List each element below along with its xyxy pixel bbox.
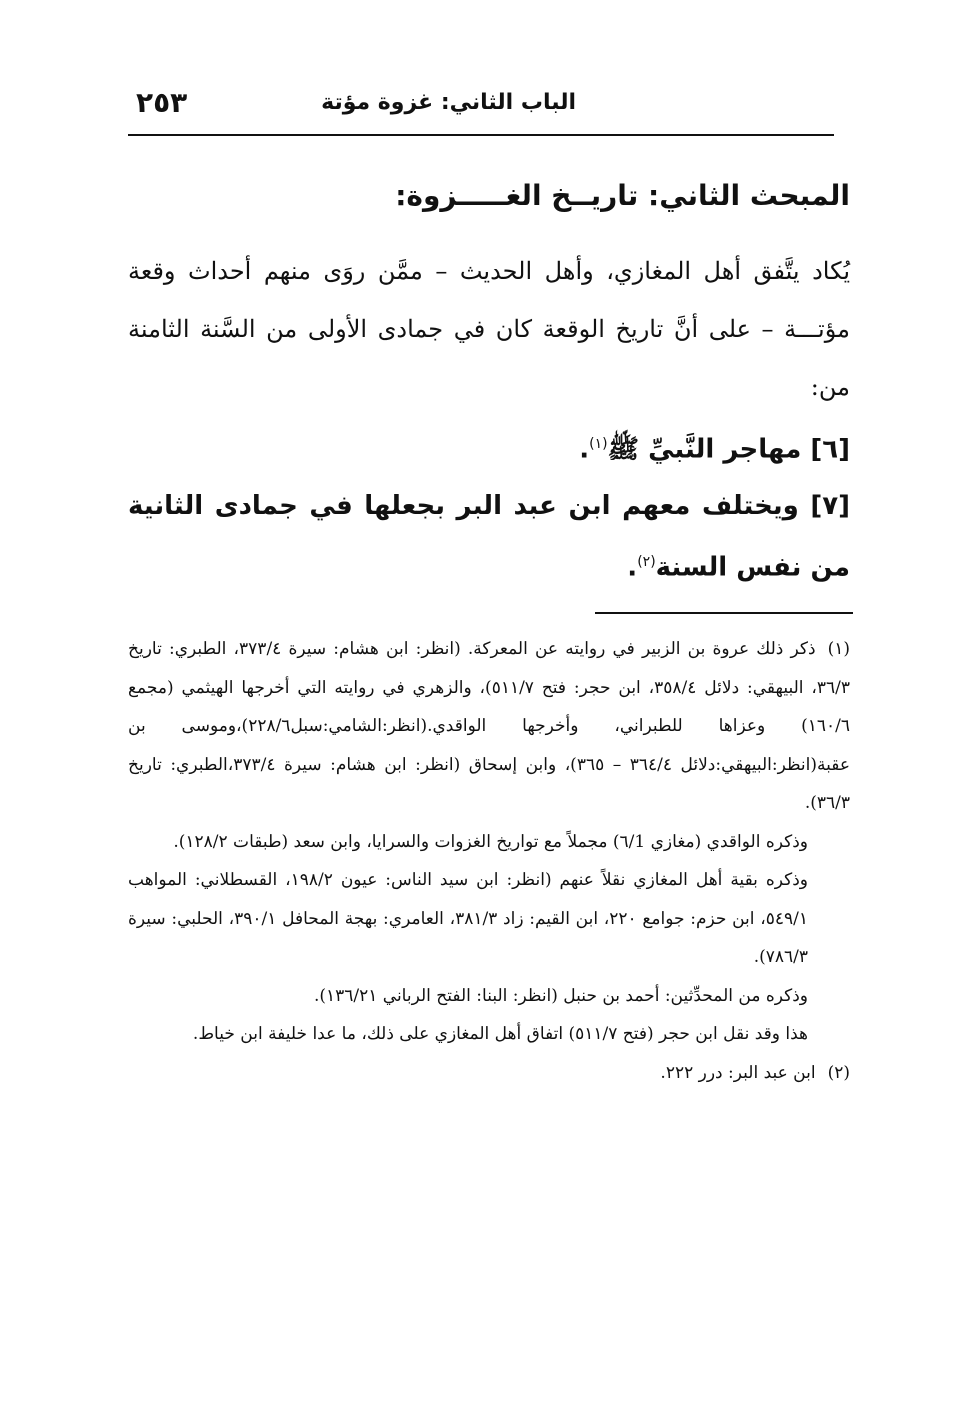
page-number: ٢٥٣	[136, 86, 188, 119]
footnote-text: ذكر ذلك عروة بن الزبير في روايته عن المعركة. (انظر: ابن هشام: سيرة ٣٧٣/٤، الطبري: تاريخ ٣٦/٣، البيهقي: دلائل ٣٥٨/٤، ابن حجر: فتح ٥١١/٧)، والزهري في روايته التي أخرجها الهيثمي (مجمع ١٦٠/٦) وعزاها للطبراني، وأخرجها الواقدي.(انظر:الشامي:سبل٢٢٨/٦)،وموسى بن عقبة(انظر:البيهقي:دلائل ٣٦٤/٤ – ٣٦٥)، وابن إسحاق (انظر: ابن هشام: سيرة ٣٧٣/٤،الطبري: تاريخ ٣٦/٣).	[128, 639, 850, 813]
item-label: [٦] مهاجر النَّبيِّ ﷺ	[607, 434, 850, 465]
footnotes	[128, 630, 850, 1092]
header-divider	[128, 134, 834, 136]
footnote-reference[interactable]: (١)	[589, 436, 608, 452]
item-end: .	[627, 552, 638, 583]
item-label: [٧] ويختلف معهم ابن عبد البر بجعلها في جمادى الثانية من نفس السنة	[128, 490, 850, 583]
footnote-2	[128, 1054, 850, 1093]
chapter-title: الباب الثاني: غزوة مؤتة	[321, 90, 576, 115]
body-paragraph: يُكاد يتَّفق أهل المغازي، وأهل الحديث – ممَّن روَى منهم أحداث وقعة مؤتـــة – على أنَّ تاريخ الوقعة كان في جمادى الأولى من السَّنة الثامنة من:	[128, 257, 850, 401]
footnote-1-para-4: وذكره من المحدِّثين: أحمد بن حنبل (انظر: البنا: الفتح الرباني ١٣٦/٢١).	[313, 985, 808, 1006]
footnote-1-para-2: وذكره الواقدي (مغازي ٦/1) مجملاً مع تواريخ الغزوات والسرايا، وابن سعد (طبقات ١٢٨/٢).	[173, 831, 808, 852]
footnote-1-para-5: هذا وقد نقل ابن حجر (فتح ٥١١/٧) اتفاق أهل المغازي على ذلك، ما عدا خليفة ابن خياط.	[192, 1024, 808, 1044]
footnote-divider	[595, 612, 853, 614]
footnote-1-para-3: وذكره بقية أهل المغازي نقلاً عنهم (انظر: ابن سيد الناس: عيون ١٩٨/٢، القسطلاني: المواهب ٥٤٩/١، ابن حزم: جوامع ٢٢٠، ابن القيم: زاد ٣٨١/٣، العامري: بهجة المحافل ٣٩٠/١، الحلبي: سيرة ٧٨٦/٣).	[128, 870, 808, 967]
footnote-marker: (١)	[827, 639, 851, 659]
main-text	[128, 172, 850, 595]
list-item	[128, 478, 850, 596]
footnote-text: ابن عبد البر: درر ٢٢٢.	[660, 1062, 816, 1083]
list-item	[128, 416, 850, 478]
footnote-marker: (٢)	[827, 1062, 850, 1083]
section-heading: المبحث الثاني: تاريــخ الغـــــزوة:	[395, 179, 850, 212]
page-header	[128, 84, 834, 130]
item-end: .	[579, 434, 590, 465]
footnote-reference[interactable]: (٢)	[637, 553, 656, 570]
footnote-1-para-1	[128, 630, 850, 823]
